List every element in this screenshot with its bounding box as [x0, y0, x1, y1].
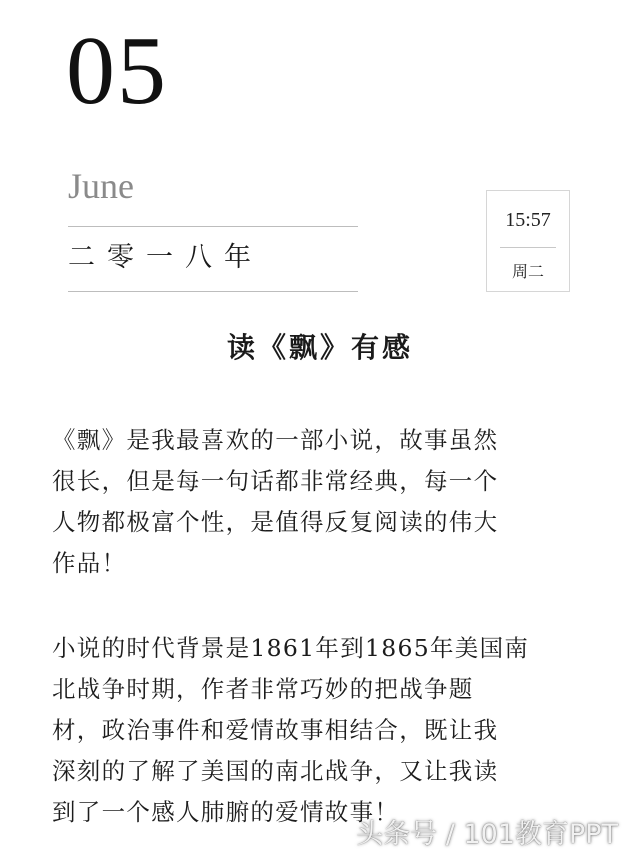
paragraph-line: 到了一个感人肺腑的爱情故事！: [52, 798, 400, 826]
date-day: 05: [66, 17, 168, 125]
paragraph-line: 深刻的了解了美国的南北战争，又让我读: [52, 757, 499, 785]
paragraph-line: 材，政治事件和爱情故事相结合，既让我: [52, 716, 499, 744]
paragraph-line: 北战争时期，作者非常巧妙的把战争题: [52, 675, 474, 703]
divider-bottom: [68, 291, 358, 292]
paragraph-line: 《飘》是我最喜欢的一部小说，故事虽然: [52, 426, 499, 454]
paragraph-line: 作品！: [52, 549, 127, 577]
date-month: June: [68, 166, 134, 206]
divider-top: [68, 226, 358, 227]
article-paragraph-1: [52, 420, 592, 584]
article-title: 读《飘》有感: [226, 331, 413, 364]
paragraph-line: 很长，但是每一句话都非常经典，每一个: [52, 467, 499, 495]
time-box: [486, 190, 570, 292]
weekday-text: 周二: [511, 262, 544, 281]
time-text: 15:57: [505, 209, 551, 231]
watermark: 头条号 / 101教育PPT: [356, 819, 618, 850]
paragraph-line: 人物都极富个性，是值得反复阅读的伟大: [52, 508, 499, 536]
article-paragraph-2: [52, 628, 592, 833]
paragraph-line: 小说的时代背景是1861年到1865年美国南: [52, 634, 530, 662]
time-divider: [500, 247, 556, 248]
date-year: 二零一八年: [68, 242, 263, 273]
